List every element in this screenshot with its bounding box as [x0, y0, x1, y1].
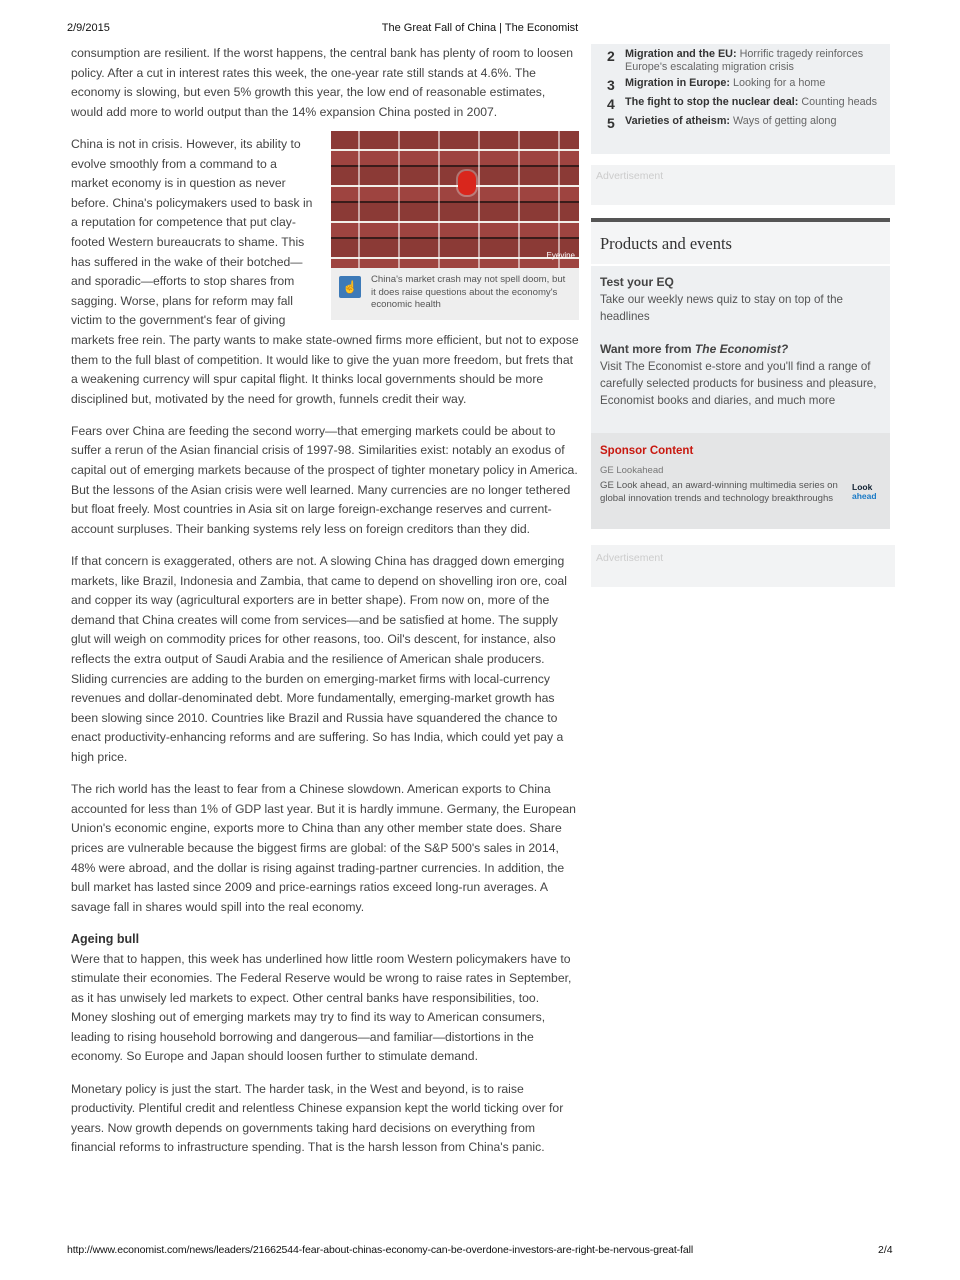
sponsor-content-panel[interactable]	[591, 433, 890, 529]
print-url: http://www.economist.com/news/leaders/21662544-fear-about-chinas-economy-can-be-overdone-investors-are-right-be-nervous-great-fall	[67, 1244, 694, 1256]
look-ahead-logo[interactable]	[852, 483, 880, 505]
most-read-headline[interactable]: Looking for a home	[729, 77, 826, 89]
article-figure	[331, 131, 579, 320]
sponsor-title: Sponsor Content	[600, 445, 694, 457]
most-read-topic[interactable]: Migration in Europe:	[625, 77, 730, 89]
advertisement-slot[interactable]	[591, 165, 895, 205]
product-heading-em: The Economist?	[694, 342, 789, 356]
most-read-headline[interactable]: Counting heads	[798, 96, 877, 108]
product-heading[interactable]	[600, 341, 881, 358]
most-read-item[interactable]	[591, 115, 890, 131]
article-subhead: Ageing bull	[71, 931, 140, 946]
article-paragraph: Monetary policy is just the start. The harder task, in the West and beyond, is to raise productivity. Plentiful credit and relentless Chinese expansion kept the world ticking over for years. Now growth depends on governments taking hard decisions on everything from financial reforms to infrastructure spending. That is the harsh lesson from China's panic.	[71, 1081, 564, 1155]
hurdles-photo	[331, 131, 579, 268]
most-read-topic[interactable]: The fight to stop the nuclear deal:	[625, 96, 799, 108]
advertisement-slot[interactable]	[591, 545, 895, 587]
product-heading[interactable]: Test your EQ	[600, 275, 674, 289]
page-number: 2/4	[878, 1244, 893, 1256]
logo-word-top: Look	[852, 482, 873, 492]
most-read-list	[591, 44, 890, 154]
product-item[interactable]	[591, 325, 890, 409]
figure-caption: China's market crash may not spell doom, but it does raise questions about the economy's economic health	[371, 273, 566, 311]
article-paragraph: China is not in crisis. However, its ability to evolve smoothly from a command to a market economy is in question as never before. China's policymakers used to bask in a reputation for competence that put clay-footed Western bureaucrats to shame. This has suffered in the wake of their botched—and sporadic—efforts to stop shares from sagging. Worse, plans for reform may fall victim to the government's fear of giving markets free rein. The party wants to make state-owned firms more efficient, but not to expose them to the full blast of competition. It would like to give the yuan more freedom, but frets that a weakening currency will spur capital flight. It thinks local governments should be more disciplined but, motivated by the need for growth, funnels credit their way.	[71, 136, 579, 406]
article-paragraph: The rich world has the least to fear from a Chinese slowdown. American exports to China accounted for less than 1% of GDP last year. But it is hardly immune. Germany, the European Union's economic engine, exports more to China than any other member state does. Share prices are vulnerable because the biggest firms are global: of the S&P 500's sales in 2014, 48% were abroad, and the dollar is rising against trading-partner currencies. In addition, the bull market has lasted since 2009 and price-earnings ratios exceed long-run averages. A savage fall in shares would spill into the real economy.	[71, 782, 576, 914]
article-paragraph: Fears over China are feeding the second worry—that emerging markets could be about to suffer a rerun of the Asian financial crisis of 1997-98. Similarities exist: notably an exodus of capital out of emerging markets because of the prospect of tighter monetary policy in America. But the lessons of the Asian crisis were well learned. Many currencies are no longer tethered but float freely. Most countries in Asia sit on large foreign-exchange reserves and current-account surpluses. Their banking systems rely less on foreign creditors than they did.	[71, 423, 578, 536]
sponsor-name[interactable]: GE Lookahead	[600, 465, 664, 476]
most-read-item[interactable]	[591, 77, 890, 93]
most-read-rank: 3	[607, 77, 615, 93]
product-item[interactable]	[591, 266, 890, 325]
most-read-headline[interactable]: Ways of getting along	[730, 115, 837, 127]
advertisement-label: Advertisement	[596, 552, 664, 564]
product-text: Take our weekly news quiz to stay on top of the headlines	[600, 293, 843, 323]
advertisement-label: Advertisement	[596, 170, 664, 182]
most-read-rank: 5	[607, 115, 615, 131]
article-paragraph: consumption are resilient. If the worst happens, the central bank has plenty of room to loosen policy. After a cut in interest rates this week, the one-year rate still stands at 4.6%. The economy is slowing, but even 5% growth this year, the low end of reasonable estimates, would add more to world output than the 14% expansion China posted in 2007.	[71, 46, 574, 119]
photo-credit: Eyevine	[546, 251, 575, 261]
article-paragraph: If that concern is exaggerated, others are not. A slowing China has dragged down emerging markets, like Brazil, Indonesia and Zambia, that came to depend on shovelling iron ore, coal and copper its way (agricultural exporters are in better shape). From now on, more of the demand that China creates will come from services—and be satisfied at home. The supply glut will weigh on commodity prices for other reasons, too. Oil's descent, for instance, also reflects the extra output of Saudi Arabia and the resilience of American shale producers. Sliding currencies are adding to the burden on emerging-market firms with local-currency revenues and dollar-denominated debt. More fundamentally, emerging-market growth has been slowing since 2010. Countries like Brazil and Russia have squandered the chance to enact productivity-enhancing reforms and are suffering. So has India, which could yet pay a high price.	[71, 554, 567, 764]
most-read-rank: 2	[607, 48, 615, 64]
most-read-headline[interactable]: Horrific tragedy reinforces Europe's escalating migration crisis	[625, 48, 864, 73]
most-read-topic[interactable]: Varieties of atheism:	[625, 115, 731, 127]
most-read-topic[interactable]: Migration and the EU:	[625, 48, 737, 60]
most-read-item[interactable]	[591, 48, 890, 74]
product-text: Visit The Economist e-store and you'll find a range of carefully selected products for business and pleasure, Economist books and diaries, and much more	[600, 360, 877, 407]
logo-word-bottom: ahead	[852, 491, 877, 501]
most-read-rank: 4	[607, 96, 615, 112]
print-date: 2/9/2015	[67, 22, 110, 34]
most-read-item[interactable]	[591, 96, 890, 112]
runner-figure	[458, 171, 476, 195]
products-events-title: Products and events	[591, 222, 890, 266]
article-paragraph: Were that to happen, this week has underlined how little room Western policymakers have to stimulate their economies. The Federal Reserve would be wrong to raise rates in September, as it has unwisely led markets to expect. Other central banks have responsibilities, too. Money sloshing out of emerging markets may try to find its way to American consumers, leading to rising household borrowing and dangerous—and familiar—distortions in the economy. So Europe and Japan should loosen further to stimulate demand.	[71, 951, 572, 1064]
hand-pointer-icon[interactable]: ☝	[339, 276, 361, 298]
product-heading-pre: Want more from	[600, 342, 695, 356]
figure-caption-bar	[331, 268, 579, 320]
products-events-panel	[591, 218, 890, 437]
print-title: The Great Fall of China | The Economist	[381, 22, 579, 34]
sponsor-text[interactable]: GE Look ahead, an award-winning multimedia series on global innovation trends and technology breakthroughs	[600, 480, 838, 504]
article-body	[71, 44, 579, 1171]
